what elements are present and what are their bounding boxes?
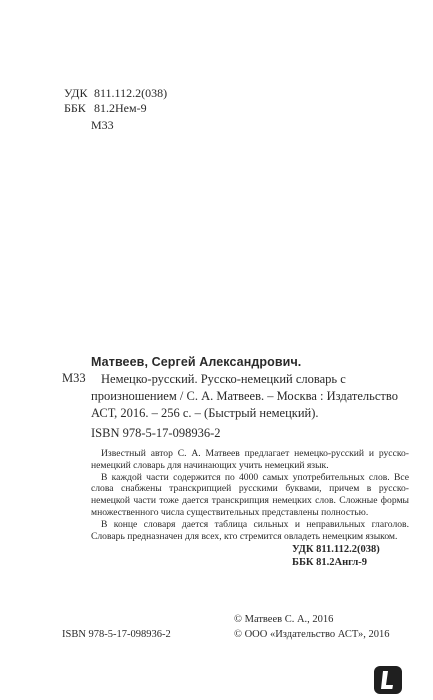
right-udk: УДК 811.112.2(038) (292, 544, 380, 555)
annotation-paragraph-2: В каждой части содержится по 4000 самых употребительных слов. Все слова снабжены транскрипцией русскими буквами, причем в русско-немецкой части тоже дается транскрипция немецких слов. Сложные формы множественного числа существительных представлены полностью. (91, 471, 409, 518)
udk-line (64, 86, 167, 100)
entry-code: М33 (62, 371, 86, 385)
author-mark: М33 (91, 118, 114, 132)
udk-value: 811.112.2(038) (94, 86, 168, 100)
footer-isbn: ISBN 978-5-17-098936-2 (62, 629, 171, 640)
bbk-value: 81.2Нем-9 (94, 101, 147, 115)
publisher-logo-icon (374, 666, 402, 694)
annotation-paragraph-1: Известный автор С. А. Матвеев предлагает немецко-русский и русско-немецкий словарь для начинающих учить немецкий язык. (91, 448, 409, 471)
bbk-label: ББК (64, 101, 86, 115)
right-bbk: ББК 81.2Англ-9 (292, 557, 368, 568)
entry-description: Немецко-русский. Русско-немецкий словарь с произношением / С. А. Матвеев. – Москва : Издательство АСТ, 2016. – 256 с. – (Быстрый немецкий). (91, 372, 398, 420)
entry-isbn: ISBN 978-5-17-098936-2 (91, 426, 221, 440)
udk-label: УДК (64, 86, 88, 100)
copyright-publisher: © ООО «Издательство АСТ», 2016 (234, 629, 390, 640)
copyright-author: © Матвеев С. А., 2016 (234, 614, 334, 625)
annotation (91, 448, 409, 542)
logo-glyph (374, 666, 402, 694)
annotation-paragraph-3: В конце словаря дается таблица сильных и неправильных глаголов. Словарь предназначен для всех, кто стремится овладеть немецким языком. (91, 518, 409, 542)
bbk-line (64, 101, 147, 115)
author-heading: Матвеев, Сергей Александрович. (91, 355, 302, 369)
